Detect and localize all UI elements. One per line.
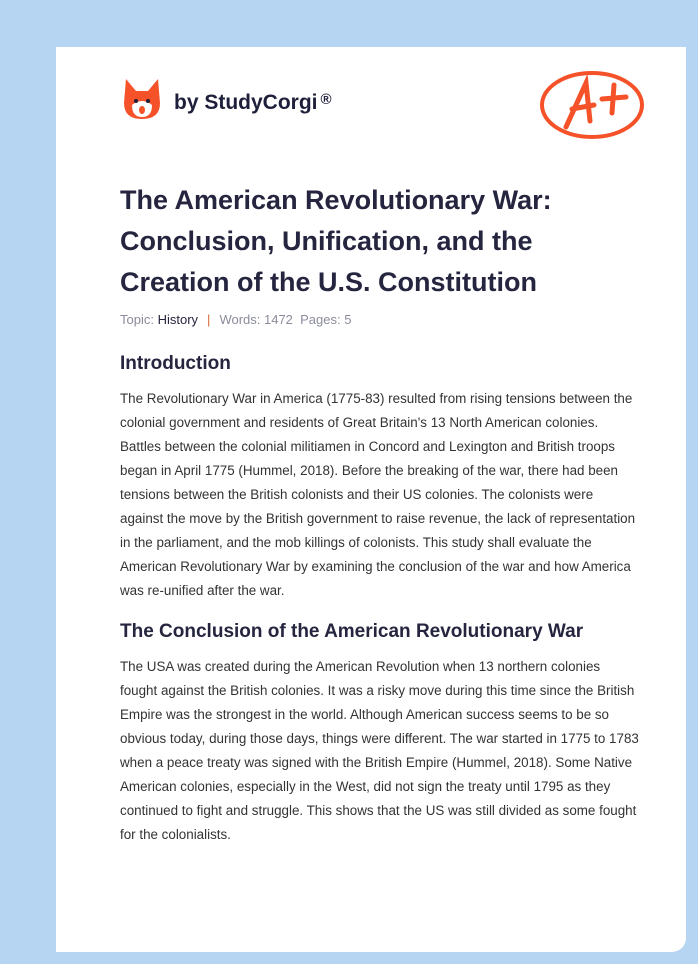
- section-heading: The Conclusion of the American Revolutionary War: [120, 621, 584, 642]
- registered-mark: ®: [320, 91, 332, 108]
- separator: |: [207, 312, 211, 327]
- section-heading: Introduction: [120, 353, 231, 374]
- meta-info: [120, 312, 351, 327]
- document-page: [56, 47, 686, 952]
- a-plus-grade-icon: [538, 69, 648, 141]
- section-paragraph: The USA was created during the American Revolution when 13 northern colonies fought against the British colonies. It was a risky move during this time since the British Empire was the strongest in the world. Although American success seems to be so obvious today, during those days, things were different. The war started in 1775 to 1783 when a peace treaty was signed with the British Empire (Hummel, 2018). Some Native American colonies, especially in the West, did not sign the treaty until 1795 as they continued to fight and struggle. This shows that the US was still divided as some fought for the colonialists.: [120, 659, 639, 842]
- brand-name: by StudyCorgi: [174, 91, 318, 114]
- corgi-icon: [122, 77, 162, 121]
- page-title: The American Revolutionary War: Conclusion, Unification, and the Creation of the U.S. Constitution: [120, 185, 552, 297]
- studycorgi-logo[interactable]: [122, 77, 332, 121]
- page-count: Pages: 5: [300, 312, 352, 327]
- section-paragraph: The Revolutionary War in America (1775-83) resulted from rising tensions between the colonial government and residents of Great Britain's 13 North American colonies. Battles between the colonial militiamen in Concord and Lexington and British troops began in April 1775 (Hummel, 2018). Before the breaking of the war, there had been tensions between the British colonists and their US colonies. The colonists were against the move by the British government to raise revenue, the lack of representation in the parliament, and the mob killings of colonists. This study shall evaluate the American Revolutionary War by examining the conclusion of the war and how America was re-unified after the war.: [120, 391, 636, 598]
- topic-label: Topic:: [120, 312, 154, 327]
- word-count: Words: 1472: [219, 312, 293, 327]
- essay-content: [120, 353, 640, 865]
- topic-link[interactable]: History: [157, 312, 199, 327]
